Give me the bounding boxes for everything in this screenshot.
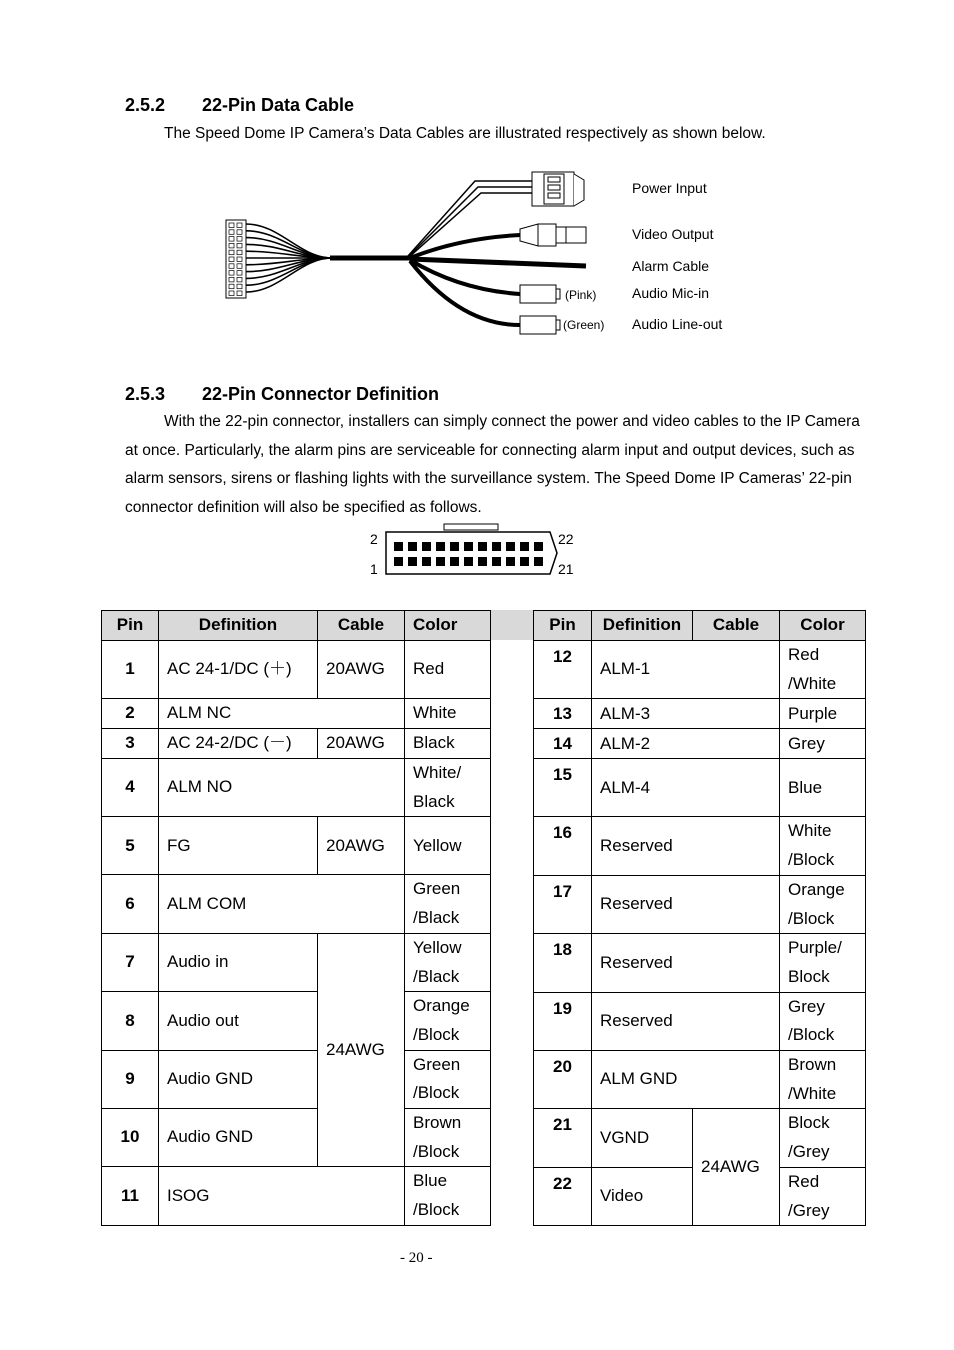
tag-pink: (Pink): [565, 288, 597, 302]
connector-face-diagram: [360, 520, 590, 580]
color-cell: White: [405, 699, 491, 729]
cable-cell: 20AWG: [318, 641, 405, 699]
table-row: [534, 934, 866, 992]
cable-cell: 20AWG: [318, 817, 405, 875]
definition-cell: ALM NO: [159, 759, 405, 817]
table-row: [534, 1051, 866, 1109]
color-cell: Grey: [780, 729, 866, 759]
definition-cell: AC 24-2/DC (－): [159, 729, 318, 759]
pin-cell: 13: [534, 699, 592, 729]
pin-table-right: [533, 610, 866, 1226]
color-cell: Purple/ Block: [780, 934, 866, 992]
pin-label-21: 21: [558, 561, 574, 577]
definition-cell: ALM-2: [592, 729, 780, 759]
pin-cell: 15: [534, 759, 592, 817]
pin-cell: 2: [102, 699, 159, 729]
table-row: [102, 641, 491, 699]
table-row: [102, 729, 491, 759]
table-row: [102, 817, 491, 875]
table-row: [102, 759, 491, 817]
color-cell: Green /Block: [405, 1050, 491, 1108]
definition-cell: Audio GND: [159, 1050, 318, 1108]
definition-cell: Audio out: [159, 992, 318, 1050]
pin-label-2: 2: [370, 531, 378, 547]
color-cell: Purple: [780, 699, 866, 729]
color-cell: Block /Grey: [780, 1109, 866, 1167]
header-color: Color: [405, 611, 491, 641]
connector-block-icon: [226, 220, 246, 298]
pin-cell: 16: [534, 817, 592, 875]
table-header-row: [534, 611, 866, 641]
definition-cell: Reserved: [592, 934, 780, 992]
color-cell: White /Block: [780, 817, 866, 875]
section-body-text: With the 22-pin connector, installers can simply connect the power and video cables to the IP Camera at once. Particularly, the alarm pins are serviceable for connecting alarm input and output devices, such as alarm sensors, sirens or flashing lights with the surveillance system. The Speed Dome IP Cameras’ 22-pin connector definition will also be specified as follows.: [125, 413, 860, 517]
table-row: [534, 817, 866, 875]
pin-cell: 22: [534, 1167, 592, 1225]
pin-cell: 6: [102, 875, 159, 933]
label-alarm-cable: Alarm Cable: [632, 258, 710, 274]
pin-cell: 21: [534, 1109, 592, 1167]
pin-cell: 9: [102, 1050, 159, 1108]
color-cell: Yellow: [405, 817, 491, 875]
color-cell: Grey /Block: [780, 992, 866, 1050]
pin-cell: 20: [534, 1051, 592, 1109]
color-cell: Blue /Block: [405, 1167, 491, 1225]
definition-cell: Reserved: [592, 875, 780, 933]
header-cable: Cable: [318, 611, 405, 641]
color-cell: Blue: [780, 759, 866, 817]
table-row: [534, 759, 866, 817]
color-cell: Orange /Block: [405, 992, 491, 1050]
definition-cell: ALM GND: [592, 1051, 780, 1109]
cable-cell-shared: 24AWG: [693, 1109, 780, 1226]
header-definition: Definition: [159, 611, 318, 641]
color-cell: Red /Grey: [780, 1167, 866, 1225]
definition-cell: VGND: [592, 1109, 693, 1167]
section-heading-2-5-3: [125, 384, 439, 405]
cable-cell: 20AWG: [318, 729, 405, 759]
definition-cell: ALM-3: [592, 699, 780, 729]
table-row: [102, 1109, 491, 1167]
color-cell: Black: [405, 729, 491, 759]
label-audio-line-out: Audio Line-out: [632, 316, 723, 332]
color-cell: White/ Black: [405, 759, 491, 817]
section-title: 22-Pin Connector Definition: [202, 384, 440, 404]
label-video-output: Video Output: [632, 226, 714, 242]
definition-cell: ALM-1: [592, 641, 780, 699]
definition-cell: Reserved: [592, 817, 780, 875]
pin-label-1: 1: [370, 561, 378, 577]
pin-cell: 19: [534, 992, 592, 1050]
header-definition: Definition: [592, 611, 693, 641]
color-cell: Red: [405, 641, 491, 699]
tag-green: (Green): [563, 318, 605, 332]
pin-cell: 8: [102, 992, 159, 1050]
table-row: [102, 1167, 491, 1225]
pin-cell: 12: [534, 641, 592, 699]
section-number: 2.5.2: [125, 95, 166, 115]
definition-cell: ALM-4: [592, 759, 780, 817]
definition-cell: AC 24-1/DC (＋): [159, 641, 318, 699]
section-title: 22-Pin Data Cable: [202, 95, 355, 115]
table-header-gap: [491, 610, 533, 640]
table-row: [534, 992, 866, 1050]
section-number: 2.5.3: [125, 384, 166, 404]
label-power-input: Power Input: [632, 180, 707, 196]
pin-cell: 5: [102, 817, 159, 875]
definition-cell: Video: [592, 1167, 693, 1225]
color-cell: Brown /White: [780, 1051, 866, 1109]
table-row: [102, 933, 491, 991]
definition-cell: FG: [159, 817, 318, 875]
table-row: [102, 875, 491, 933]
pin-cell: 4: [102, 759, 159, 817]
pin-label-22: 22: [558, 531, 574, 547]
definition-cell: Audio GND: [159, 1109, 318, 1167]
power-plug-icon: [532, 172, 584, 206]
definition-cell: ALM COM: [159, 875, 405, 933]
color-cell: Orange /Block: [780, 875, 866, 933]
cable-diagram: [220, 160, 620, 345]
cable-cell-shared: 24AWG: [318, 933, 405, 1167]
table-row: [534, 729, 866, 759]
pin-cell: 7: [102, 933, 159, 991]
table-row: [102, 992, 491, 1050]
table-row: [534, 875, 866, 933]
header-cable: Cable: [693, 611, 780, 641]
header-pin: Pin: [534, 611, 592, 641]
section-heading-2-5-2: [125, 95, 354, 116]
pin-cell: 14: [534, 729, 592, 759]
pin-cell: 10: [102, 1109, 159, 1167]
pin-cell: 17: [534, 875, 592, 933]
table-row: [102, 1050, 491, 1108]
table-row: [102, 699, 491, 729]
definition-cell: Reserved: [592, 992, 780, 1050]
line-out-jack-icon: [520, 316, 560, 334]
header-color: Color: [780, 611, 866, 641]
color-cell: Yellow /Black: [405, 933, 491, 991]
definition-cell: Audio in: [159, 933, 318, 991]
color-cell: Brown /Block: [405, 1109, 491, 1167]
section-intro-text: The Speed Dome IP Camera’s Data Cables are illustrated respectively as shown below.: [164, 125, 766, 142]
color-cell: Green /Black: [405, 875, 491, 933]
pin-cell: 18: [534, 934, 592, 992]
pin-cell: 1: [102, 641, 159, 699]
table-row: [534, 641, 866, 699]
label-audio-mic-in: Audio Mic-in: [632, 285, 710, 301]
pin-table-left: [101, 610, 491, 1226]
mic-jack-icon: [520, 285, 560, 303]
table-row: [534, 699, 866, 729]
definition-cell: ISOG: [159, 1167, 405, 1225]
color-cell: Red /White: [780, 641, 866, 699]
pin-cell: 3: [102, 729, 159, 759]
definition-cell: ALM NC: [159, 699, 405, 729]
table-header-row: [102, 611, 491, 641]
page-number: - 20 -: [400, 1250, 433, 1266]
header-pin: Pin: [102, 611, 159, 641]
bnc-connector-icon: [520, 224, 586, 246]
pin-cell: 11: [102, 1167, 159, 1225]
table-row: [534, 1109, 866, 1167]
